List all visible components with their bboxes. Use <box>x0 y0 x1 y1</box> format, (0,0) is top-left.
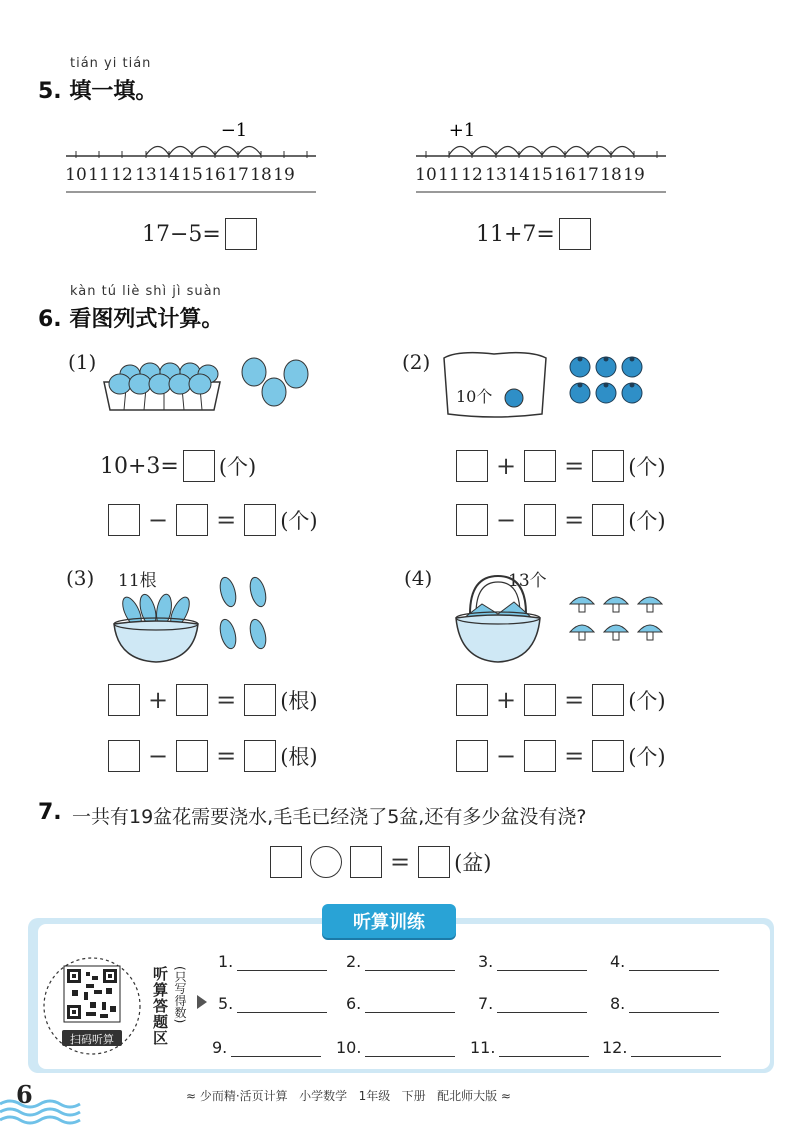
answer-line[interactable] <box>499 1040 589 1057</box>
answer-box[interactable] <box>225 218 257 250</box>
answer-box[interactable] <box>108 504 140 536</box>
item-number: 11. <box>470 1038 496 1057</box>
answer-line[interactable] <box>365 954 455 971</box>
operator-circle[interactable] <box>310 846 342 878</box>
p4-equation-b <box>456 740 666 772</box>
loose-eggs-image <box>236 354 316 410</box>
p1-equation-b <box>108 504 318 536</box>
answer-box[interactable] <box>350 846 382 878</box>
answer-box[interactable] <box>592 504 624 536</box>
tick-label: 14 <box>508 165 530 185</box>
item-number: 7. <box>478 994 494 1013</box>
p1-label: (1) <box>68 350 97 374</box>
answer-line[interactable] <box>631 1040 721 1057</box>
answer-line[interactable] <box>231 1040 321 1057</box>
wave-decoration <box>0 1090 90 1126</box>
equation-text: 11+7= <box>476 221 555 247</box>
mushroom-basket-image <box>452 574 544 666</box>
answer-box[interactable] <box>176 504 208 536</box>
item-number: 2. <box>346 952 362 971</box>
answer-box[interactable] <box>559 218 591 250</box>
left-step-label: −1 <box>220 120 248 141</box>
tick-label: 13 <box>135 165 157 185</box>
mushrooms-image <box>566 590 666 646</box>
answer-line[interactable] <box>497 996 587 1013</box>
tick-label: 18 <box>600 165 622 185</box>
tick-label: 10 <box>415 165 437 185</box>
item-number: 3. <box>478 952 494 971</box>
q7-number: 7. <box>38 800 62 825</box>
answer-box[interactable] <box>418 846 450 878</box>
item-number: 8. <box>610 994 626 1013</box>
q5-pinyin: tián yi tián <box>70 56 152 71</box>
q7-text: 一共有19盆花需要浇水,毛毛已经浇了5盆,还有多少盆没有浇? <box>72 806 587 828</box>
minus-sign: − <box>496 742 517 770</box>
unit-label: (个) <box>280 509 318 533</box>
bag-text: 10个 <box>456 387 493 406</box>
q5-number: 5. <box>38 79 62 104</box>
answer-item <box>336 1038 455 1057</box>
answer-box[interactable] <box>456 740 488 772</box>
tick-label: 11 <box>438 165 460 185</box>
unit-label: (个) <box>628 745 666 769</box>
q5-title: 填一填。 <box>69 79 158 104</box>
answer-item <box>610 952 719 971</box>
equals-sign: = <box>564 742 585 770</box>
tick-label: 15 <box>181 165 203 185</box>
tick-label: 10 <box>65 165 87 185</box>
tick-label: 12 <box>111 165 133 185</box>
q5-heading <box>38 74 157 105</box>
plus-sign: + <box>496 452 517 480</box>
minus-sign: − <box>148 506 169 534</box>
p2-equation-a <box>456 450 666 482</box>
answer-box[interactable] <box>456 450 488 482</box>
answer-line[interactable] <box>365 1040 455 1057</box>
answer-box[interactable] <box>176 740 208 772</box>
q7-equation <box>270 846 492 878</box>
unit-label: (个) <box>218 455 257 479</box>
answer-box[interactable] <box>592 684 624 716</box>
equals-sign: = <box>564 452 585 480</box>
p4-label: (4) <box>404 566 433 590</box>
tick-label: 19 <box>273 165 295 185</box>
p4-count-text: 13个 <box>508 571 547 591</box>
unit-label: (个) <box>628 509 666 533</box>
answer-item <box>478 994 587 1013</box>
right-step-label: +1 <box>448 120 476 141</box>
answer-line[interactable] <box>365 996 455 1013</box>
answer-item <box>218 994 327 1013</box>
q6-pinyin: kàn tú liè shì jì suàn <box>70 284 222 299</box>
answer-line[interactable] <box>237 954 327 971</box>
tick-label: 13 <box>485 165 507 185</box>
answer-box[interactable] <box>592 740 624 772</box>
unit-label: (个) <box>628 689 666 713</box>
answer-box[interactable] <box>176 684 208 716</box>
p2-equation-b <box>456 504 666 536</box>
answer-box[interactable] <box>456 684 488 716</box>
plus-sign: + <box>148 686 169 714</box>
unit-label: (根) <box>280 689 318 713</box>
qr-caption: 扫码听算 <box>70 1033 114 1046</box>
answer-box[interactable] <box>183 450 215 482</box>
listening-banner: 听算训练 <box>322 904 456 938</box>
answer-box[interactable] <box>524 740 556 772</box>
q5-right-equation <box>476 218 591 250</box>
unit-label: (盆) <box>454 851 492 875</box>
answer-line[interactable] <box>497 954 587 971</box>
answer-item <box>478 952 587 971</box>
answer-box[interactable] <box>244 684 276 716</box>
p1-equation-a <box>100 450 256 482</box>
answer-item <box>346 952 455 971</box>
answer-box[interactable] <box>524 450 556 482</box>
play-arrow-icon <box>196 994 208 1010</box>
tick-label: 18 <box>250 165 272 185</box>
footer-text: ≈ 少而精·活页计算 小学数学 1年级 下册 配北师大版 ≈ <box>186 1089 511 1103</box>
q6-title: 看图列式计算。 <box>69 307 224 332</box>
left-jump-arcs <box>146 147 261 156</box>
answer-line[interactable] <box>237 996 327 1013</box>
item-number: 6. <box>346 994 362 1013</box>
answer-box[interactable] <box>524 504 556 536</box>
answer-box[interactable] <box>456 504 488 536</box>
tick-label: 16 <box>554 165 576 185</box>
corn-basket-image <box>110 590 202 664</box>
equals-sign: = <box>390 848 411 876</box>
item-number: 9. <box>212 1038 228 1057</box>
left-tick-labels <box>65 165 295 185</box>
number-line-right <box>412 118 672 200</box>
right-jump-arcs <box>449 147 634 156</box>
item-number: 12. <box>602 1038 628 1057</box>
answer-box[interactable] <box>244 740 276 772</box>
p3-equation-b <box>108 740 318 772</box>
answer-box[interactable] <box>524 684 556 716</box>
tick-label: 15 <box>531 165 553 185</box>
equals-sign: = <box>564 686 585 714</box>
q5-left-equation <box>142 218 257 250</box>
answer-box[interactable] <box>270 846 302 878</box>
answer-item <box>602 1038 721 1057</box>
answer-item <box>212 1038 321 1057</box>
tick-label: 17 <box>227 165 249 185</box>
q6-number: 6. <box>38 307 62 332</box>
unit-label: (个) <box>628 455 666 479</box>
tick-label: 19 <box>623 165 645 185</box>
equals-sign: = <box>564 506 585 534</box>
p4-equation-a <box>456 684 666 716</box>
tick-label: 14 <box>158 165 180 185</box>
equals-sign: = <box>216 506 237 534</box>
p3-count-text: 11根 <box>118 571 157 591</box>
answer-box[interactable] <box>108 684 140 716</box>
tick-label: 11 <box>88 165 110 185</box>
p2-label: (2) <box>402 350 431 374</box>
loose-corn-image <box>212 574 276 658</box>
egg-carton-image <box>100 352 225 416</box>
plus-sign: + <box>496 686 517 714</box>
item-number: 4. <box>610 952 626 971</box>
answer-line[interactable] <box>629 996 719 1013</box>
q6-heading <box>38 302 223 333</box>
unit-label: (根) <box>280 745 318 769</box>
answer-item <box>218 952 327 971</box>
tomatoes-image <box>568 354 648 406</box>
answer-box[interactable] <box>108 740 140 772</box>
answer-line[interactable] <box>629 954 719 971</box>
number-line-left <box>62 118 322 200</box>
right-tick-labels <box>415 165 645 185</box>
answer-box[interactable] <box>592 450 624 482</box>
equation-text: 10+3= <box>100 453 179 479</box>
side-title: 听算答题区 <box>151 966 169 1046</box>
tick-label: 16 <box>204 165 226 185</box>
item-number: 10. <box>336 1038 362 1057</box>
answer-item <box>470 1038 589 1057</box>
answer-box[interactable] <box>244 504 276 536</box>
side-note: (只写得数) <box>173 966 187 1024</box>
minus-sign: − <box>496 506 517 534</box>
answer-item <box>610 994 719 1013</box>
p3-label: (3) <box>66 566 95 590</box>
answer-item <box>346 994 455 1013</box>
tick-label: 12 <box>461 165 483 185</box>
page-number: 6 <box>16 1080 33 1109</box>
equation-text: 17−5= <box>142 221 221 247</box>
equals-sign: = <box>216 686 237 714</box>
p3-equation-a <box>108 684 318 716</box>
equals-sign: = <box>216 742 237 770</box>
minus-sign: − <box>148 742 169 770</box>
tick-label: 17 <box>577 165 599 185</box>
item-number: 5. <box>218 994 234 1013</box>
item-number: 1. <box>218 952 234 971</box>
